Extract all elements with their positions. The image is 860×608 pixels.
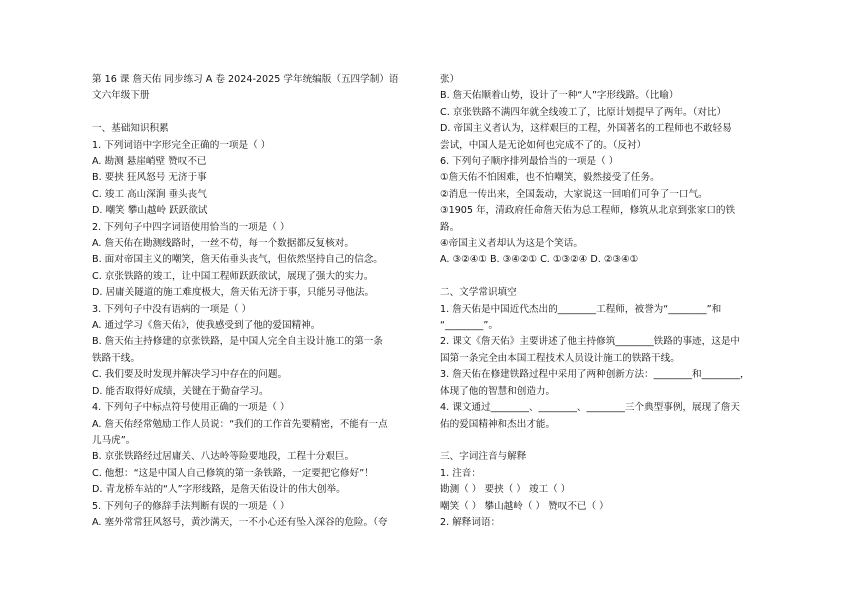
text-line: D. 能否取得好成绩，关键在于勤奋学习。 [92, 385, 269, 397]
text-line: “________”。 [440, 320, 498, 332]
text-line: 二、文学常识填空 [440, 287, 517, 299]
text-line: ④帝国主义者却认为这是个笑话。 [440, 238, 583, 250]
text-line: B. 詹天佑顺着山势，设计了一种“人”字形线路。（比喻） [440, 90, 679, 102]
text-line: A. 勘测 悬崖峭壁 赞叹不已 [92, 156, 207, 168]
text-line: C. 他想：“这是中国人自己修筑的第一条铁路，一定要把它修好”！ [92, 467, 374, 479]
text-line: B. 詹天佑主持修建的京张铁路，是中国人完全自主设计施工的第一条 [92, 336, 383, 348]
text-line: 体现了他的智慧和创造力。 [440, 385, 556, 397]
text-line: A. 詹天佑经常勉励工作人员说：“我们的工作首先要精密，不能有一点 [92, 418, 388, 430]
text-line: 三、字词注音与解释 [440, 451, 527, 463]
blank-line [440, 433, 778, 449]
text-line: 张） [440, 74, 460, 85]
text-line: 6. 下列句子顺序排列最恰当的一项是（ ） [440, 156, 619, 168]
text-line: B. 要挟 狂风怒号 无济于事 [92, 172, 207, 184]
text-line: 路。 [440, 221, 460, 233]
text-line: C. 竣工 高山深涧 垂头丧气 [92, 188, 207, 200]
text-line: C. 我们要及时发现并解决学习中存在的问题。 [92, 369, 288, 381]
text-line: B. 面对帝国主义的嘲笑，詹天佑垂头丧气，但依然坚持自己的信念。 [92, 254, 383, 266]
text-line: D. 嘲笑 攀山越岭 跃跃欲试 [92, 205, 208, 217]
text-line: C. 京张铁路的竣工，让中国工程师跃跃欲试，展现了强大的实力。 [92, 270, 374, 282]
text-line: 勘测（ ） 要挟（ ） 竣工（ ） [440, 484, 571, 496]
text-line: D. 帝国主义者认为，这样艰巨的工程，外国著名的工程师也不敢轻易 [440, 123, 732, 135]
text-line: 2. 课文《詹天佑》主要讲述了他主持修筑________铁路的事迹，这是中 [440, 336, 741, 348]
text-line: A. 塞外常常狂风怒号，黄沙满天，一不小心还有坠入深谷的危险。（夸 [92, 516, 388, 528]
text-line: 佑的爱国精神和杰出才能。 [440, 418, 556, 430]
text-line: 嘲笑（ ） 攀山越岭（ ） 赞叹不已（ ） [440, 500, 609, 512]
blank-line [92, 105, 426, 121]
text-line: 1. 詹天佑是中国近代杰出的________工程师，被誉为“________”和 [440, 303, 722, 315]
text-line: 国第一条完全由本国工程技术人员设计施工的铁路干线。 [440, 352, 680, 364]
text-line: B. 京张铁路经过居庸关、八达岭等险要地段，工程十分艰巨。 [92, 451, 355, 463]
text-line: 2. 下列句子中四字词语使用恰当的一项是（ ） [92, 221, 290, 233]
text-line: 尝试，中国人是无论如何也完成不了的。（反衬） [440, 139, 647, 151]
text-line: 文六年级下册 [92, 90, 150, 102]
text-line: 4. 下列句子中标点符号使用正确的一项是（ ） [92, 402, 290, 414]
text-line: ②消息一传出来，全国轰动，大家说这一回咱们可争了一口气。 [440, 188, 708, 200]
text-line: D. 青龙桥车站的“人”字形线路，是詹天佑设计的伟大创举。 [92, 484, 346, 496]
text-line: C. 京张铁路不满四年就全线竣工了，比原计划提早了两年。（对比） [440, 106, 727, 118]
text-line: 1. 注音： [440, 467, 481, 479]
text-line: 4. 课文通过________、________、________三个典型事例，展现了詹天 [440, 402, 741, 414]
text-line: ③1905 年，清政府任命詹天佑为总工程师，修筑从北京到张家口的铁 [440, 205, 736, 217]
text-line: 1. 下列词语中字形完全正确的一项是（ ） [92, 139, 271, 151]
text-line: 3. 下列句子中没有语病的一项是（ ） [92, 303, 252, 315]
text-line: 儿马虎”。 [92, 434, 136, 446]
text-line: 第 16 课 詹天佑 同步练习 A 卷 2024-2025 学年统编版（五四学制）语 [92, 74, 399, 85]
right-column [440, 72, 778, 531]
text-line: D. 居庸关隧道的施工难度极大，詹天佑无济于事，只能另寻他法。 [92, 287, 375, 299]
text-line: 一、基础知识积累 [92, 123, 169, 135]
text-line: 3. 詹天佑在修建铁路过程中采用了两种创新方法：________和________， [440, 369, 750, 381]
text-line: ①詹天佑不怕困难，也不怕嘲笑，毅然接受了任务。 [440, 172, 660, 184]
text-line: 5. 下列句子的修辞手法判断有误的一项是（ ） [92, 500, 290, 512]
text-line: 2. 解释词语： [440, 516, 501, 528]
blank-line [440, 269, 778, 285]
left-column [92, 72, 426, 531]
text-line: A. ③②④① B. ③④②① C. ①③②④ D. ②③④① [440, 254, 639, 266]
text-line: A. 詹天佑在勘测线路时，一丝不苟，每一个数据都反复核对。 [92, 238, 354, 250]
text-line: 铁路干线。 [92, 352, 140, 364]
text-line: A. 通过学习《詹天佑》，使我感受到了他的爱国精神。 [92, 320, 321, 332]
